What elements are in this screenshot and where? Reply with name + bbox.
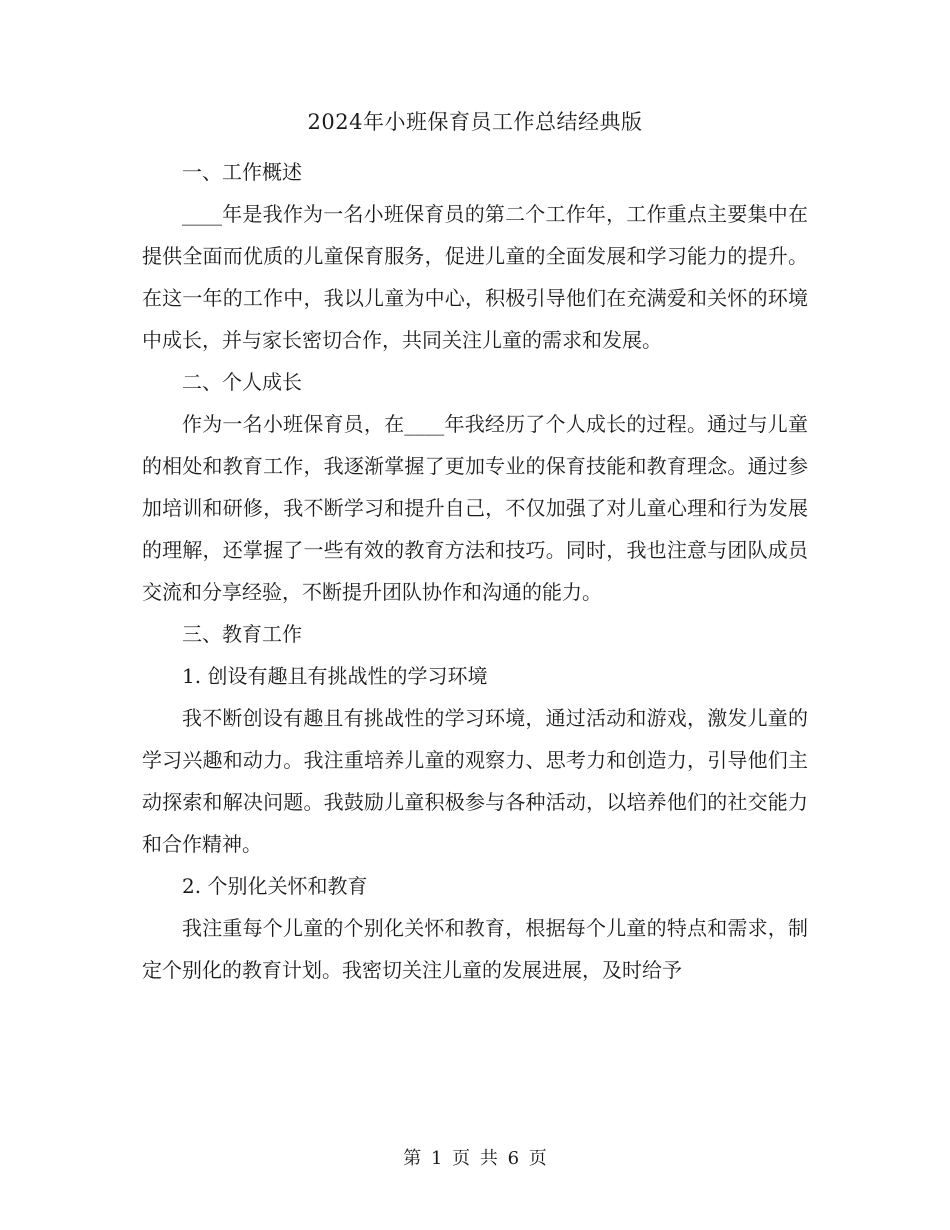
paragraph-individual-care: 我注重每个儿童的个别化关怀和教育，根据每个儿童的特点和需求，制定个别化的教育计划。我密切关注儿童的发展进展，及时给予 [142, 916, 808, 982]
section-heading-education: 三、教育工作 [182, 622, 302, 646]
paragraph-overview: ____年是我作为一名小班保育员的第二个工作年，工作重点主要集中在提供全面而优质的儿童保育服务，促进儿童的全面发展和学习能力的提升。在这一年的工作中，我以儿童为中心，积极引导他们在充满爱和关怀的环境中成长，并与家长密切合作，共同关注儿童的需求和发展。 [142, 202, 808, 352]
paragraph-growth: 作为一名小班保育员，在____年我经历了个人成长的过程。通过与儿童的相处和教育工作，我逐渐掌握了更加专业的保育技能和教育理念。通过参加培训和研修，我不断学习和提升自己，不仅加强了对儿童心理和行为发展的理解，还掌握了一些有效的教育方法和技巧。同时，我也注意与团队成员交流和分享经验，不断提升团队协作和沟通的能力。 [142, 412, 808, 604]
document-body [142, 151, 808, 991]
document-title: 2024年小班保育员工作总结经典版 [307, 110, 643, 134]
section-heading-growth: 二、个人成长 [182, 370, 302, 394]
paragraph-learning-environment: 我不断创设有趣且有挑战性的学习环境，通过活动和游戏，激发儿童的学习兴趣和动力。我注重培养儿童的观察力、思考力和创造力，引导他们主动探索和解决问题。我鼓励儿童积极参与各种活动，以培养他们的社交能力和合作精神。 [142, 706, 808, 856]
page-footer: 第 1 页 共 6 页 [403, 1148, 547, 1169]
subheading-learning-environment: 1. 创设有趣且有挑战性的学习环境 [182, 664, 488, 688]
subheading-individual-care: 2. 个别化关怀和教育 [182, 874, 368, 898]
section-heading-overview: 一、工作概述 [182, 160, 302, 184]
